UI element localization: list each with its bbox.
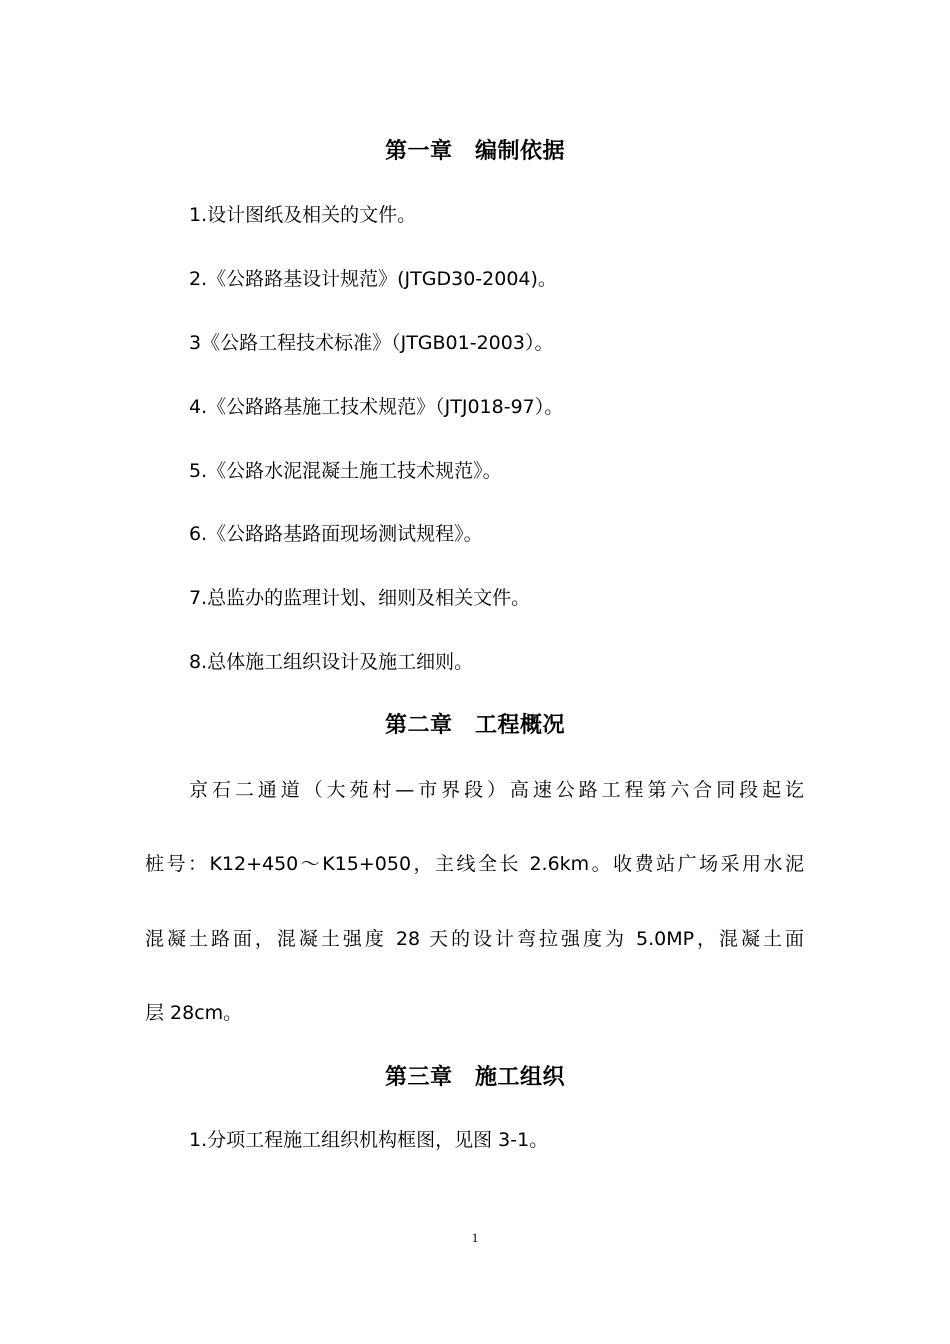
chapter-3-heading: 第三章 施工组织 xyxy=(384,1065,565,1090)
page-number: 1 xyxy=(471,1230,479,1245)
chapter-1-item-8: 8.总体施工组织设计及施工细则。 xyxy=(189,651,474,673)
chapter-1-item-5: 5.《公路水泥混凝土施工技术规范》。 xyxy=(189,460,502,482)
chapter-2-heading: 第二章 工程概况 xyxy=(384,713,565,738)
chapter-2-paragraph-line-1: 京石二通道（大苑村—市界段）高速公路工程第六合同段起讫 xyxy=(189,779,804,801)
chapter-1-item-4: 4.《公路路基施工技术规范》（JTJ018-97）。 xyxy=(189,396,564,418)
chapter-1-item-2: 2.《公路路基设计规范》(JTGD30-2004)。 xyxy=(189,268,557,290)
chapter-1-heading: 第一章 编制依据 xyxy=(384,139,565,164)
chapter-3-item-1: 1.分项工程施工组织机构框图，见图 3-1。 xyxy=(189,1129,549,1151)
chapter-1-item-7: 7.总监办的监理计划、细则及相关文件。 xyxy=(189,587,531,609)
chapter-2-paragraph-line-4: 层 28cm。 xyxy=(145,1002,243,1024)
chapter-1-item-6: 6.《公路路基路面现场测试规程》。 xyxy=(189,523,483,545)
chapter-1-item-3: 3《公路工程技术标准》（JTGB01-2003）。 xyxy=(189,332,554,354)
chapter-1-item-1: 1.设计图纸及相关的文件。 xyxy=(189,204,417,226)
chapter-2-paragraph-line-2: 桩号：K12+450～K15+050，主线全长 2.6km。收费站广场采用水泥 xyxy=(145,853,804,875)
chapter-2-paragraph-line-3: 混凝土路面，混凝土强度 28 天的设计弯拉强度为 5.0MP，混凝土面 xyxy=(145,928,804,950)
